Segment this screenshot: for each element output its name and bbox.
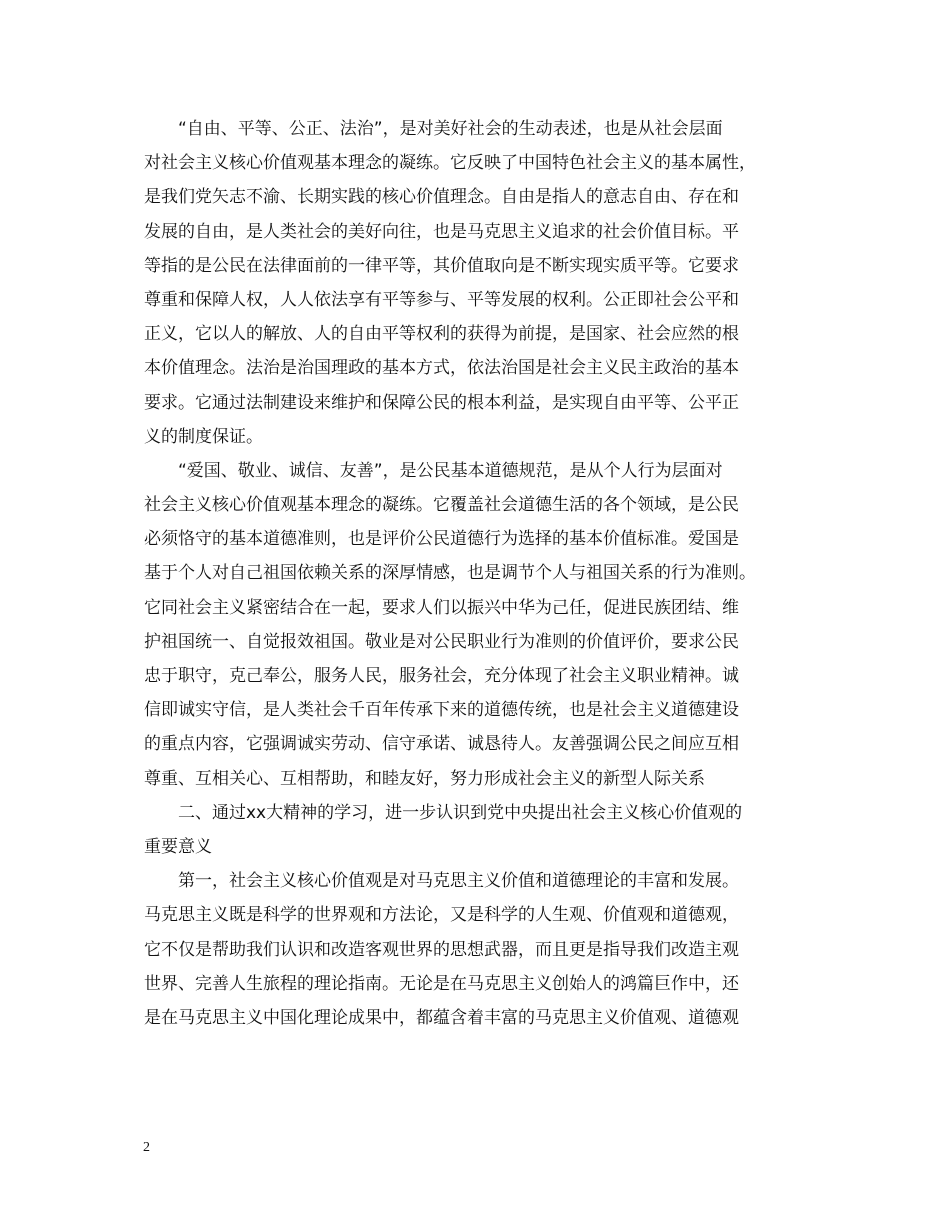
paragraph-line: 必须恪守的基本道德准则，也是评价公民道德行为选择的基本价值标准。爱国是 <box>144 529 739 550</box>
paragraph-line: “爱国、敬业、诚信、友善”，是公民基本道德规范，是从个人行为层面对 <box>178 460 723 481</box>
paragraph-line: 正义，它以人的解放、人的自由平等权利的获得为前提，是国家、社会应然的根 <box>144 324 739 345</box>
section-heading-line: 重要意义 <box>144 836 212 857</box>
page-number: 2 <box>143 1140 150 1155</box>
paragraph-line: “自由、平等、公正、法治”，是对美好社会的生动表述，也是从社会层面 <box>178 119 723 139</box>
paragraph-line: 尊重和保障人权，人人依法享有平等参与、平等发展的权利。公正即社会公平和 <box>144 289 739 310</box>
paragraph-line: 是在马克思主义中国化理论成果中，都蕴含着丰富的马克思主义价值观、道德观 <box>144 1007 739 1028</box>
paragraph-line: 尊重、互相关心、互相帮助，和睦友好，努力形成社会主义的新型人际关系 <box>144 768 705 789</box>
paragraph-line: 的重点内容，它强调诚实劳动、信守承诺、诚恳待人。友善强调公民之间应互相 <box>144 734 739 755</box>
paragraph-line: 护祖国统一、自觉报效祖国。敬业是对公民职业行为准则的价值评价，要求公民 <box>144 631 739 652</box>
paragraph-line: 义的制度保证。 <box>144 426 263 447</box>
paragraph-line: 信即诚实守信，是人类社会千百年传承下来的道德传统，也是社会主义道德建设 <box>144 700 739 721</box>
paragraph-line: 是我们党矢志不渝、长期实践的核心价值理念。自由是指人的意志自由、存在和 <box>144 187 739 208</box>
paragraph-line: 本价值理念。法治是治国理政的基本方式，依法治国是社会主义民主政治的基本 <box>144 358 739 379</box>
paragraph-line: 要求。它通过法制建设来维护和保障公民的根本利益，是实现自由平等、公平正 <box>144 392 739 413</box>
paragraph-line: 社会主义核心价值观基本理念的凝练。它覆盖社会道德生活的各个领域，是公民 <box>144 495 739 516</box>
paragraph-line: 忠于职守，克己奉公，服务人民，服务社会，充分体现了社会主义职业精神。诚 <box>144 666 739 686</box>
paragraph-line: 基于个人对自己祖国依赖关系的深厚情感，也是调节个人与祖国关系的行为准则。 <box>144 563 756 584</box>
paragraph-line: 第一，社会主义核心价值观是对马克思主义价值和道德理论的丰富和发展。 <box>178 871 739 892</box>
paragraph-line: 世界、完善人生旅程的理论指南。无论是在马克思主义创始人的鸿篇巨作中，还 <box>144 973 739 994</box>
document-body <box>144 118 809 1041</box>
paragraph-line: 它同社会主义紧密结合在一起，要求人们以振兴中华为己任，促进民族团结、维 <box>144 597 739 618</box>
paragraph-line: 发展的自由，是人类社会的美好向往，也是马克思主义追求的社会价值目标。平 <box>144 221 739 242</box>
paragraph-line: 等指的是公民在法律面前的一律平等，其价值取向是不断实现实质平等。它要求 <box>144 255 739 276</box>
section-heading-line: 二、通过xx大精神的学习，进一步认识到党中央提出社会主义核心价值观的 <box>178 802 743 823</box>
paragraph-line: 它不仅是帮助我们认识和改造客观世界的思想武器，而且更是指导我们改造主观 <box>144 939 739 960</box>
paragraph-line: 马克思主义既是科学的世界观和方法论，又是科学的人生观、价值观和道德观， <box>144 905 739 926</box>
paragraph-line: 对社会主义核心价值观基本理念的凝练。它反映了中国特色社会主义的基本属性， <box>144 153 756 174</box>
